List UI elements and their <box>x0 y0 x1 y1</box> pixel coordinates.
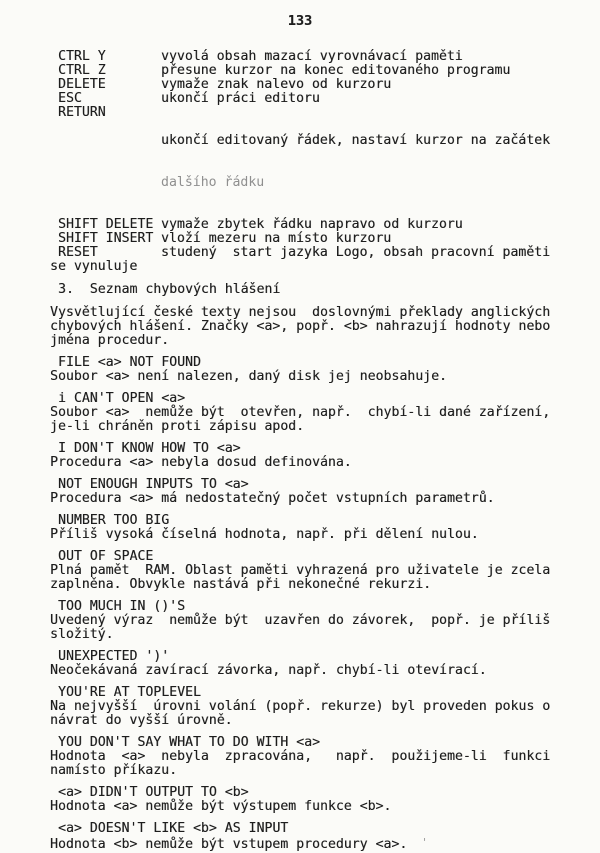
error-explanation-line: Plná pamět RAM. Oblast paměti vyhrazená pro uživatele je zcela <box>50 563 551 578</box>
shortcut-key: SHIFT INSERT <box>58 231 154 246</box>
shortcut-row <box>50 106 555 218</box>
error-explanation-line: Soubor <a> nemůže být otevřen, např. chybí-li dané zařízení, <box>50 405 551 420</box>
error-explanation-text: Hodnota <b> nemůže být vstupem procedury <a>. <box>50 837 408 852</box>
error-explanation-line: Procedura <a> nebyla dosud definována. <box>50 455 352 470</box>
error-block <box>50 442 555 470</box>
error-block <box>50 478 555 506</box>
error-block <box>50 392 555 434</box>
shortcut-row <box>50 78 555 92</box>
error-code: UNEXPECTED ')' <box>58 649 170 664</box>
error-explanation-line: zaplněna. Obvykle nastává při nekonečné rekurzi. <box>50 577 432 592</box>
shortcut-desc: vloží mezeru na místo kurzoru <box>161 231 392 246</box>
error-block <box>50 650 555 678</box>
error-explanation-line: Hodnota <a> nebyla zpracována, např. použijeme-li funkci <box>50 749 551 764</box>
error-explanation-line: Hodnota <a> nemůže být výstupem funkce <b>. <box>50 799 392 814</box>
shortcut-row <box>50 218 555 232</box>
error-block <box>50 786 555 814</box>
intro-line: jména procedur. <box>50 333 170 348</box>
error-explanation-line: Na nejvyšší úrovni volání (popř. rekurze) byl proveden pokus o <box>50 699 551 714</box>
shortcut-key: DELETE <box>58 77 106 92</box>
error-code: OUT OF SPACE <box>58 549 154 564</box>
error-code: TOO MUCH IN ()'S <box>58 599 186 614</box>
error-explanation-line: návrat do vyšší úrovně. <box>50 713 233 728</box>
error-code: I DON'T KNOW HOW TO <a> <box>58 441 241 456</box>
error-block <box>50 686 555 728</box>
shortcut-key: RETURN <box>58 105 106 120</box>
page-number: 133 <box>287 13 313 29</box>
error-code: NUMBER TOO BIG <box>58 513 170 528</box>
shortcut-key: ESC <box>58 91 82 106</box>
shortcut-desc-line: ukončí editovaný řádek, nastaví kurzor na začátek <box>161 133 551 148</box>
error-explanation-line: je-li chráněn proti zápisu apod. <box>50 419 305 434</box>
shortcut-row <box>50 64 555 78</box>
error-block <box>50 550 555 592</box>
intro-paragraph <box>50 306 555 348</box>
error-explanation-line: Příliš vysoká číselná hodnota, např. při dělení nulou. <box>50 527 479 542</box>
error-block <box>50 514 555 542</box>
shortcut-row <box>50 92 555 106</box>
shortcut-row <box>50 246 555 260</box>
shortcut-row <box>50 232 555 246</box>
intro-line: chybových hlášení. Značky <a>, popř. <b> nahrazují hodnoty nebo <box>50 319 551 334</box>
shortcut-desc: vymaže znak nalevo od kurzoru <box>161 77 392 92</box>
error-code: FILE <a> NOT FOUND <box>58 355 201 370</box>
shortcut-row <box>50 50 555 64</box>
error-explanation-line <box>50 836 555 852</box>
shortcut-continuation-line: se vynuluje <box>50 259 138 274</box>
shortcut-desc <box>161 106 550 218</box>
section-heading: 3. Seznam chybových hlášení <box>58 282 281 297</box>
intro-line: Vysvětlující české texty nejsou doslovnými překlady anglických <box>50 305 551 320</box>
error-explanation-line: Soubor <a> není nalezen, daný disk jej neobsahuje. <box>50 369 447 384</box>
shortcut-key: SHIFT DELETE <box>58 217 154 232</box>
error-code: <a> DOESN'T LIKE <b> AS INPUT <box>58 821 289 836</box>
error-code: YOU'RE AT TOPLEVEL <box>58 685 201 700</box>
error-explanation-line: Uvedený výraz nemůže být uzavřen do závorek, popř. je příliš <box>50 613 551 628</box>
shortcut-desc: ukončí práci editoru <box>161 91 320 106</box>
shortcut-key: CTRL Y <box>58 49 106 64</box>
error-explanation-line: Procedura <a> má nedostatečný počet vstupních parametrů. <box>50 491 495 506</box>
shortcut-key: CTRL Z <box>58 63 106 78</box>
error-code: i CAN'T OPEN <a> <box>58 391 186 406</box>
error-explanation-line: namísto příkazu. <box>50 763 178 778</box>
error-code: NOT ENOUGH INPUTS TO <a> <box>58 477 249 492</box>
shortcut-desc: přesune kurzor na konec editovaného programu <box>161 63 511 78</box>
shortcut-key: RESET <box>58 245 98 260</box>
shortcut-desc: vymaže zbytek řádku napravo od kurzoru <box>161 217 463 232</box>
error-explanation-line: Neočekávaná zavírací závorka, např. chybí-li otevírací. <box>50 663 487 678</box>
error-code: YOU DON'T SAY WHAT TO DO WITH <a> <box>58 735 321 750</box>
error-explanation-line: složitý. <box>50 627 114 642</box>
shortcut-desc: vyvolá obsah mazací vyrovnávací paměti <box>161 49 463 64</box>
error-code: <a> DIDN'T OUTPUT TO <b> <box>58 785 249 800</box>
error-block <box>50 822 555 852</box>
error-block <box>50 356 555 384</box>
error-block <box>50 600 555 642</box>
page-content <box>50 50 555 852</box>
shortcut-desc-line: dalšího řádku <box>161 175 265 190</box>
shortcut-table <box>50 50 555 274</box>
error-block <box>50 736 555 778</box>
scan-artifact-mark: ' <box>421 836 428 849</box>
shortcut-desc: studený start jazyka Logo, obsah pracovní paměti <box>161 245 551 260</box>
